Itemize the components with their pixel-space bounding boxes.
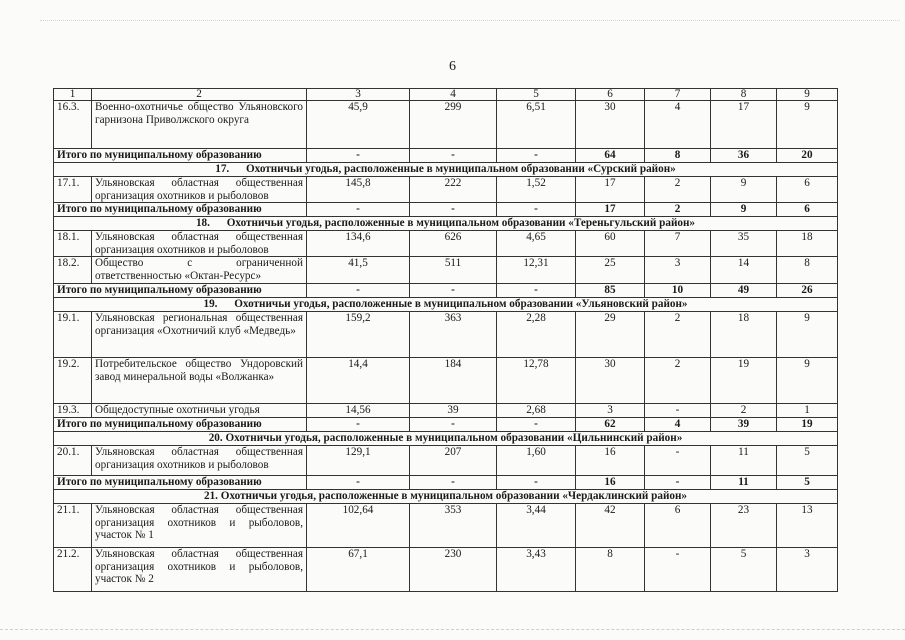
total-cell: - bbox=[307, 149, 410, 163]
value-cell: 12,78 bbox=[497, 358, 576, 404]
value-cell: 14,56 bbox=[307, 404, 410, 418]
value-cell: 626 bbox=[410, 231, 497, 257]
total-cell: 62 bbox=[576, 418, 645, 432]
value-cell: 363 bbox=[410, 312, 497, 358]
value-cell: 17 bbox=[711, 101, 777, 149]
value-cell: 30 bbox=[576, 101, 645, 149]
scan-artifact-line bbox=[0, 629, 905, 630]
organization-name: Ульяновская областная общественная организация охотников и рыболовов, участок № 2 bbox=[92, 548, 307, 592]
table-row bbox=[54, 404, 838, 418]
total-label: Итого по муниципальному образованию bbox=[54, 476, 307, 490]
total-cell: 26 bbox=[777, 284, 838, 298]
row-number: 16.3. bbox=[54, 101, 92, 149]
total-cell: 9 bbox=[711, 203, 777, 217]
hunting-grounds-table bbox=[53, 88, 838, 592]
total-cell: - bbox=[307, 203, 410, 217]
section-heading: 18. Охотничьи угодья, расположенные в муниципальном образовании «Тереньгульский район» bbox=[54, 217, 838, 231]
value-cell: 13 bbox=[777, 504, 838, 548]
total-cell: 64 bbox=[576, 149, 645, 163]
table-row bbox=[54, 446, 838, 476]
value-cell: 9 bbox=[777, 312, 838, 358]
total-cell: - bbox=[410, 203, 497, 217]
value-cell: 1,52 bbox=[497, 177, 576, 203]
section-heading: 19. Охотничьи угодья, расположенные в муниципальном образовании «Ульяновский район» bbox=[54, 298, 838, 312]
total-cell: - bbox=[307, 284, 410, 298]
value-cell: 3 bbox=[777, 548, 838, 592]
total-row bbox=[54, 476, 838, 490]
total-cell: - bbox=[410, 284, 497, 298]
total-cell: - bbox=[497, 284, 576, 298]
total-cell: 16 bbox=[576, 476, 645, 490]
row-number: 18.2. bbox=[54, 257, 92, 284]
value-cell: 7 bbox=[645, 231, 711, 257]
organization-name: Ульяновская региональная общественная организация «Охотничий клуб «Медведь» bbox=[92, 312, 307, 358]
organization-name: Военно-охотничье общество Ульяновского гарнизона Приволжского округа bbox=[92, 101, 307, 149]
total-cell: 8 bbox=[645, 149, 711, 163]
value-cell: 9 bbox=[777, 101, 838, 149]
value-cell: 3 bbox=[576, 404, 645, 418]
value-cell: 3,44 bbox=[497, 504, 576, 548]
section-heading-row bbox=[54, 217, 838, 231]
value-cell: 3,43 bbox=[497, 548, 576, 592]
total-cell: 10 bbox=[645, 284, 711, 298]
total-cell: 85 bbox=[576, 284, 645, 298]
value-cell: 159,2 bbox=[307, 312, 410, 358]
value-cell: 18 bbox=[777, 231, 838, 257]
total-cell: 49 bbox=[711, 284, 777, 298]
section-heading: 20. Охотничьи угодья, расположенные в муниципальном образовании «Цильнинский район» bbox=[54, 432, 838, 446]
row-number: 19.1. bbox=[54, 312, 92, 358]
total-cell: 2 bbox=[645, 203, 711, 217]
row-number: 21.1. bbox=[54, 504, 92, 548]
organization-name: Ульяновская областная общественная организация охотников и рыболовов bbox=[92, 177, 307, 203]
total-label: Итого по муниципальному образованию bbox=[54, 284, 307, 298]
scan-artifact-line bbox=[40, 20, 900, 21]
value-cell: 18 bbox=[711, 312, 777, 358]
value-cell: 4 bbox=[645, 101, 711, 149]
value-cell: 129,1 bbox=[307, 446, 410, 476]
value-cell: 2 bbox=[711, 404, 777, 418]
value-cell: 8 bbox=[777, 257, 838, 284]
value-cell: 2 bbox=[645, 358, 711, 404]
value-cell: 1 bbox=[777, 404, 838, 418]
table-body bbox=[54, 89, 838, 592]
table-row bbox=[54, 231, 838, 257]
value-cell: 5 bbox=[711, 548, 777, 592]
value-cell: 2,68 bbox=[497, 404, 576, 418]
value-cell: 207 bbox=[410, 446, 497, 476]
value-cell: - bbox=[645, 446, 711, 476]
total-cell: 19 bbox=[777, 418, 838, 432]
column-number-cell: 2 bbox=[92, 89, 307, 101]
table-row bbox=[54, 101, 838, 149]
total-cell: - bbox=[410, 476, 497, 490]
value-cell: 511 bbox=[410, 257, 497, 284]
value-cell: 222 bbox=[410, 177, 497, 203]
total-cell: - bbox=[307, 418, 410, 432]
total-row bbox=[54, 203, 838, 217]
value-cell: 25 bbox=[576, 257, 645, 284]
value-cell: 14,4 bbox=[307, 358, 410, 404]
value-cell: 9 bbox=[711, 177, 777, 203]
table-row bbox=[54, 358, 838, 404]
total-row bbox=[54, 149, 838, 163]
total-label: Итого по муниципальному образованию bbox=[54, 149, 307, 163]
value-cell: 145,8 bbox=[307, 177, 410, 203]
value-cell: 35 bbox=[711, 231, 777, 257]
organization-name: Ульяновская областная общественная организация охотников и рыболовов bbox=[92, 231, 307, 257]
total-cell: 4 bbox=[645, 418, 711, 432]
value-cell: 134,6 bbox=[307, 231, 410, 257]
section-heading: 21. Охотничьи угодья, расположенные в муниципальном образовании «Чердаклинский район» bbox=[54, 490, 838, 504]
section-heading-row bbox=[54, 432, 838, 446]
organization-name: Ульяновская областная общественная организация охотников и рыболовов, участок № 1 bbox=[92, 504, 307, 548]
column-number-cell: 9 bbox=[777, 89, 838, 101]
table-row bbox=[54, 177, 838, 203]
table-row bbox=[54, 312, 838, 358]
value-cell: 4,65 bbox=[497, 231, 576, 257]
section-heading-row bbox=[54, 163, 838, 177]
column-number-cell: 5 bbox=[497, 89, 576, 101]
value-cell: 29 bbox=[576, 312, 645, 358]
value-cell: 6 bbox=[645, 504, 711, 548]
value-cell: 102,64 bbox=[307, 504, 410, 548]
organization-name: Общедоступные охотничьи угодья bbox=[92, 404, 307, 418]
value-cell: - bbox=[645, 404, 711, 418]
total-cell: 17 bbox=[576, 203, 645, 217]
column-number-cell: 6 bbox=[576, 89, 645, 101]
value-cell: 23 bbox=[711, 504, 777, 548]
value-cell: 6 bbox=[777, 177, 838, 203]
total-cell: - bbox=[410, 418, 497, 432]
value-cell: 42 bbox=[576, 504, 645, 548]
total-label: Итого по муниципальному образованию bbox=[54, 203, 307, 217]
value-cell: 184 bbox=[410, 358, 497, 404]
table-row bbox=[54, 548, 838, 592]
value-cell: 5 bbox=[777, 446, 838, 476]
column-number-row bbox=[54, 89, 838, 101]
value-cell: 3 bbox=[645, 257, 711, 284]
table-row bbox=[54, 504, 838, 548]
value-cell: - bbox=[645, 548, 711, 592]
value-cell: 11 bbox=[711, 446, 777, 476]
total-cell: 11 bbox=[711, 476, 777, 490]
section-heading-row bbox=[54, 490, 838, 504]
total-cell: - bbox=[307, 476, 410, 490]
total-label: Итого по муниципальному образованию bbox=[54, 418, 307, 432]
value-cell: 230 bbox=[410, 548, 497, 592]
value-cell: 45,9 bbox=[307, 101, 410, 149]
organization-name: Потребительское общество Ундоровский завод минеральной воды «Волжанка» bbox=[92, 358, 307, 404]
value-cell: 9 bbox=[777, 358, 838, 404]
row-number: 19.3. bbox=[54, 404, 92, 418]
total-cell: - bbox=[645, 476, 711, 490]
row-number: 20.1. bbox=[54, 446, 92, 476]
page-number: 6 bbox=[449, 59, 456, 74]
value-cell: 60 bbox=[576, 231, 645, 257]
total-row bbox=[54, 284, 838, 298]
value-cell: 16 bbox=[576, 446, 645, 476]
total-cell: 5 bbox=[777, 476, 838, 490]
value-cell: 353 bbox=[410, 504, 497, 548]
row-number: 18.1. bbox=[54, 231, 92, 257]
total-cell: 6 bbox=[777, 203, 838, 217]
value-cell: 2,28 bbox=[497, 312, 576, 358]
value-cell: 67,1 bbox=[307, 548, 410, 592]
section-heading: 17. Охотничьи угодья, расположенные в муниципальном образовании «Сурский район» bbox=[54, 163, 838, 177]
total-cell: 20 bbox=[777, 149, 838, 163]
row-number: 17.1. bbox=[54, 177, 92, 203]
value-cell: 2 bbox=[645, 312, 711, 358]
value-cell: 299 bbox=[410, 101, 497, 149]
value-cell: 6,51 bbox=[497, 101, 576, 149]
value-cell: 2 bbox=[645, 177, 711, 203]
value-cell: 1,60 bbox=[497, 446, 576, 476]
value-cell: 19 bbox=[711, 358, 777, 404]
value-cell: 30 bbox=[576, 358, 645, 404]
column-number-cell: 4 bbox=[410, 89, 497, 101]
table-row bbox=[54, 257, 838, 284]
value-cell: 8 bbox=[576, 548, 645, 592]
total-cell: 39 bbox=[711, 418, 777, 432]
total-cell: - bbox=[410, 149, 497, 163]
row-number: 21.2. bbox=[54, 548, 92, 592]
value-cell: 12,31 bbox=[497, 257, 576, 284]
value-cell: 39 bbox=[410, 404, 497, 418]
column-number-cell: 8 bbox=[711, 89, 777, 101]
organization-name: Общество с ограниченной ответственностью «Октан-Ресурс» bbox=[92, 257, 307, 284]
total-row bbox=[54, 418, 838, 432]
column-number-cell: 3 bbox=[307, 89, 410, 101]
section-heading-row bbox=[54, 298, 838, 312]
column-number-cell: 1 bbox=[54, 89, 92, 101]
total-cell: - bbox=[497, 149, 576, 163]
total-cell: - bbox=[497, 418, 576, 432]
value-cell: 41,5 bbox=[307, 257, 410, 284]
total-cell: 36 bbox=[711, 149, 777, 163]
value-cell: 17 bbox=[576, 177, 645, 203]
column-number-cell: 7 bbox=[645, 89, 711, 101]
total-cell: - bbox=[497, 203, 576, 217]
value-cell: 14 bbox=[711, 257, 777, 284]
organization-name: Ульяновская областная общественная организация охотников и рыболовов bbox=[92, 446, 307, 476]
total-cell: - bbox=[497, 476, 576, 490]
row-number: 19.2. bbox=[54, 358, 92, 404]
